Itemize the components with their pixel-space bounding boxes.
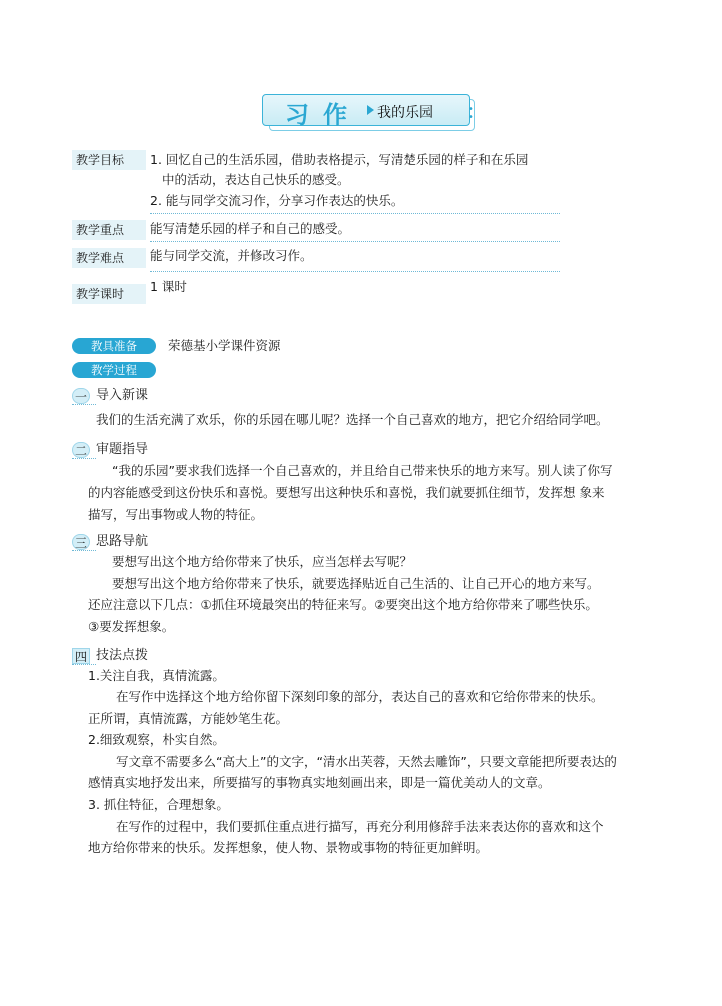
paragraph: 正所谓，真情流露，方能妙笔生花。 (88, 711, 289, 726)
section-number: 三 (72, 534, 90, 550)
hours-label: 教学课时 (72, 284, 146, 304)
subheading: 1.关注自我，真情流露。 (88, 668, 225, 683)
divider (150, 241, 560, 242)
title-sub: 我的乐园 (377, 105, 433, 121)
section-heading: 导入新课 (96, 388, 149, 403)
prep-label: 教具准备 (72, 338, 156, 354)
paragraph: 我们的生活充满了欢乐，你的乐园在哪儿呢？选择一个自己喜欢的地方，把它介绍给同学吧。 (96, 412, 609, 427)
divider (72, 404, 96, 405)
paragraph: 要想写出这个地方给你带来了快乐，应当怎样去写呢？ (112, 554, 413, 569)
paragraph: 在写作中选择这个地方给你留下深刻印象的部分，表达自己的喜欢和它给你带来的快乐。 (116, 689, 604, 704)
section-heading: 审题指导 (96, 442, 149, 457)
section-number: 二 (72, 442, 90, 458)
key-label: 教学重点 (72, 220, 146, 240)
process-label: 教学过程 (72, 362, 156, 378)
title-dots-icon: • • (468, 104, 474, 123)
goal-line-1: 1. 回忆自己的生活乐园，借助表格提示，写清楚乐园的样子和在乐园 (150, 152, 529, 167)
paragraph: 的内容能感受到这份快乐和喜悦。要想写出这种快乐和喜悦，我们就要抓住细节，发挥想 象来 (88, 485, 605, 500)
paragraph: 地方给你带来的快乐。发挥想象，使人物、景物或事物的特征更加鲜明。 (88, 840, 489, 855)
section-heading: 技法点拨 (96, 648, 149, 663)
divider (72, 550, 96, 551)
divider (72, 458, 96, 459)
title-box (262, 94, 470, 129)
difficulty-text: 能与同学交流，并修改习作。 (150, 248, 313, 263)
divider (150, 271, 560, 272)
paragraph: 感情真实地抒发出来，所要描写的事物真实地刻画出来，即是一篇优美动人的文章。 (88, 775, 551, 790)
title-banner (262, 92, 474, 130)
title-arrow-icon (367, 105, 374, 115)
divider (150, 213, 560, 214)
paragraph: 在写作的过程中，我们要抓住重点进行描写，再充分利用修辞手法来表达你的喜欢和这个 (116, 819, 604, 834)
section-number: 四 (72, 648, 90, 664)
paragraph: 写文章不需要多么“高大上”的文字，“清水出芙蓉，天然去雕饰”，只要文章能把所要表达的 (116, 754, 617, 769)
title-main: 习作 (285, 101, 361, 129)
goal-label: 教学目标 (72, 150, 146, 170)
section-heading: 思路导航 (96, 534, 149, 549)
difficulty-label: 教学难点 (72, 248, 146, 268)
hours-text: 1 课时 (150, 279, 187, 294)
paragraph: 还应注意以下几点：①抓住环境最突出的特征来写。②要突出这个地方给你带来了哪些快乐。 (88, 597, 598, 612)
paragraph: “我的乐园”要求我们选择一个自己喜欢的，并且给自己带来快乐的地方来写。别人读了你写 (112, 463, 613, 478)
key-text: 能写清楚乐园的样子和自己的感受。 (150, 221, 351, 236)
goal-line-3: 2. 能与同学交流习作，分享习作表达的快乐。 (150, 193, 404, 208)
subheading: 2.细致观察，朴实自然。 (88, 732, 225, 747)
paragraph: 描写，写出事物或人物的特征。 (88, 507, 264, 522)
section-number: 一 (72, 388, 90, 404)
prep-text: 荣德基小学课件资源 (168, 338, 281, 353)
goal-line-2: 中的活动，表达自己快乐的感受。 (162, 172, 350, 187)
paragraph: 要想写出这个地方给你带来了快乐，就要选择贴近自己生活的、让自己开心的地方来写。 (112, 576, 600, 591)
subheading: 3. 抓住特征，合理想象。 (88, 797, 229, 812)
paragraph: ③要发挥想象。 (88, 619, 175, 634)
divider (72, 664, 96, 665)
